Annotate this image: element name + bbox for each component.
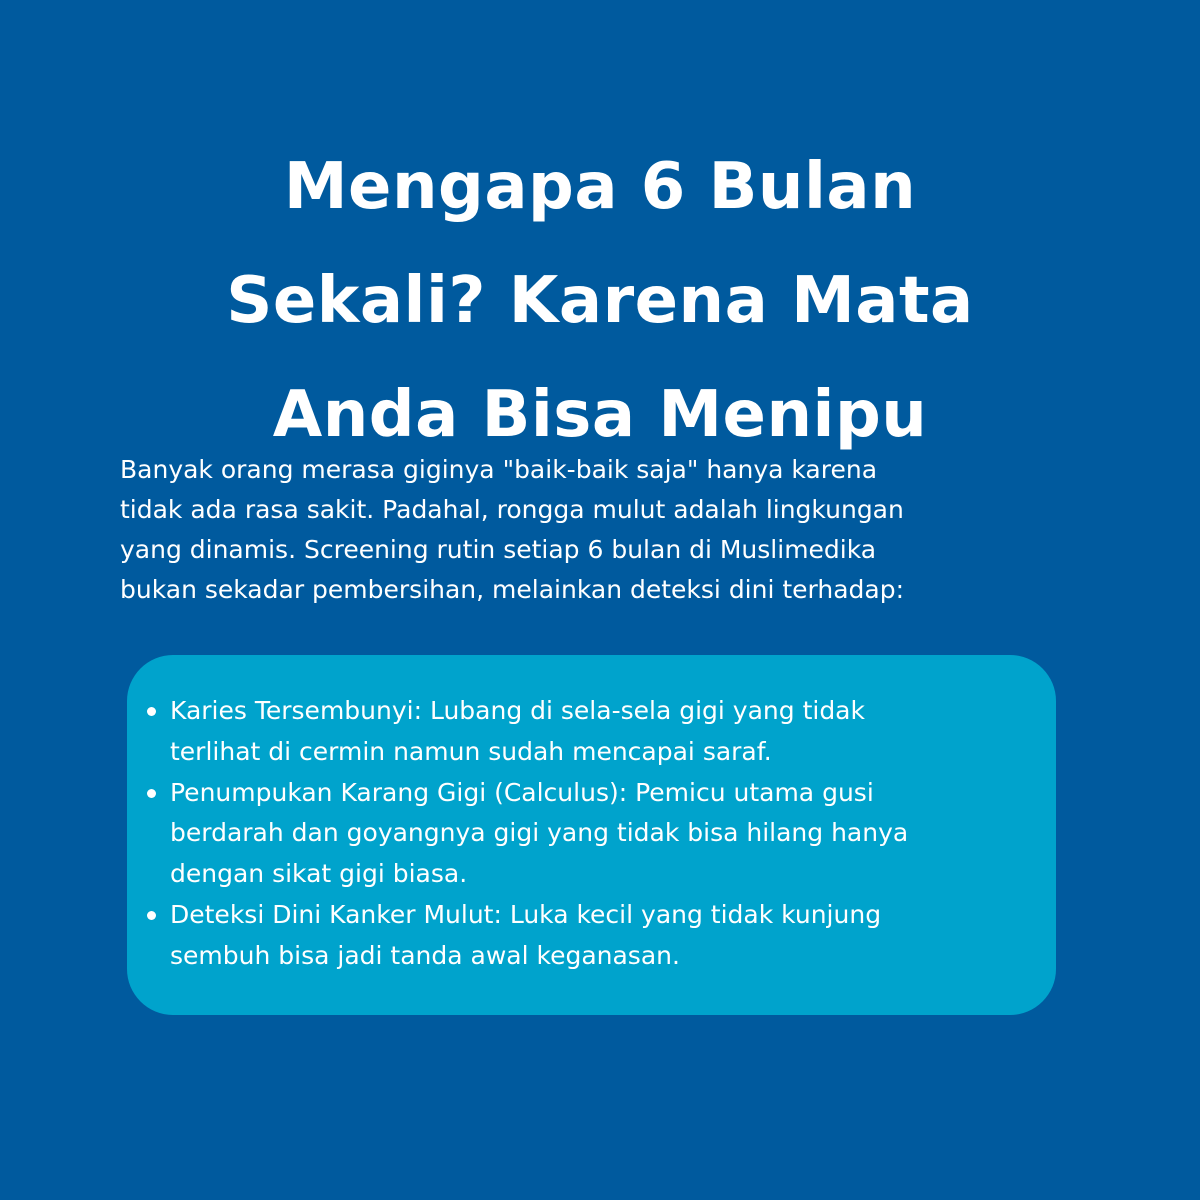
bullet-item-hidden-caries [127,691,1056,773]
intro-paragraph [120,450,1080,610]
bullet-dot-icon [147,707,156,716]
bullet-dot-icon [147,911,156,920]
bullet-dot-icon [147,789,156,798]
bullet-item-oral-cancer [127,895,1056,977]
bullet-list [127,691,1056,977]
page-title [120,130,1080,472]
bullet-text-line: Penumpukan Karang Gigi (Calculus): Pemicu utama gusi [170,777,874,807]
intro-line: Banyak orang merasa giginya "baik-baik saja" hanya karena [120,455,878,484]
intro-line: bukan sekadar pembersihan, melainkan deteksi dini terhadap: [120,575,905,604]
title-line: Anda Bisa Menipu [272,378,928,452]
intro-line: tidak ada rasa sakit. Padahal, rongga mulut adalah lingkungan [120,495,904,524]
bullet-text-line: terlihat di cermin namun sudah mencapai saraf. [170,736,772,766]
bullet-text-line: Deteksi Dini Kanker Mulut: Luka kecil yang tidak kunjung [170,899,882,929]
title-line: Mengapa 6 Bulan [283,150,917,224]
info-card [127,655,1056,1015]
title-line: Sekali? Karena Mata [226,264,974,338]
bullet-text-line: sembuh bisa jadi tanda awal keganasan. [170,940,680,970]
bullet-text-line: berdarah dan goyangnya gigi yang tidak bisa hilang hanya [170,818,909,848]
bullet-text-line: Karies Tersembunyi: Lubang di sela-sela gigi yang tidak [170,696,865,725]
intro-line: yang dinamis. Screening rutin setiap 6 bulan di Muslimedika [120,535,877,564]
bullet-text-line: dengan sikat gigi biasa. [170,859,468,889]
bullet-item-calculus [127,773,1056,895]
